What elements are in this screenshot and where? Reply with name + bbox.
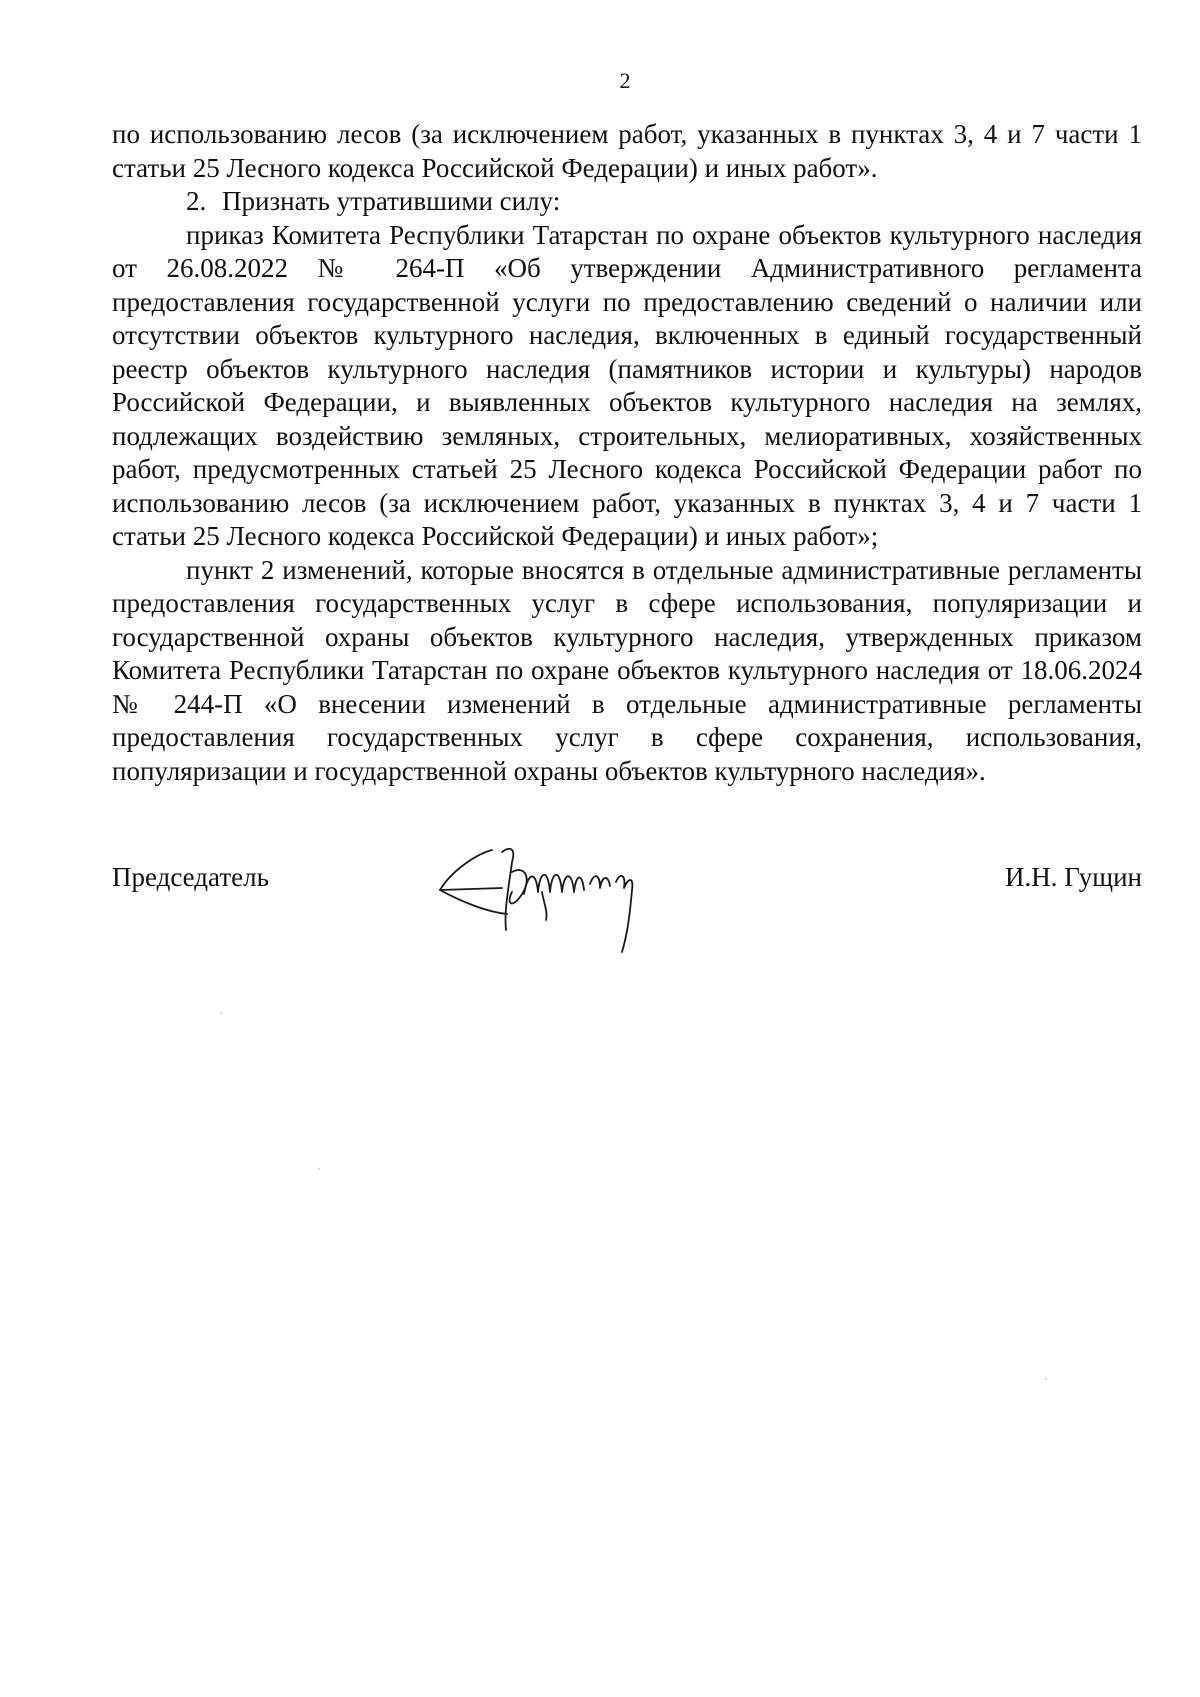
scan-speck (220, 1012, 222, 1014)
numbered-item (112, 185, 1142, 219)
signatory-name: И.Н. Гущин (1004, 862, 1142, 892)
item-text: Признать утратившими силу: (222, 186, 561, 216)
signatory-title: Председатель (112, 862, 269, 892)
scan-speck (1045, 1378, 1047, 1380)
page-number: 2 (619, 68, 631, 93)
paragraph-order-revoked: приказ Комитета Республики Татарстан по охране объектов культурного наследия от 26.08.2022 № 264-П «Об утверждении Административного регламента предоставления государственной услуги по предоставлению сведений о наличии или отсутствии объектов культурного наследия, включенных в единый государственный реестр объектов культурного наследия (памятников истории и культуры) народов Российской Федерации, и выявленных объектов культурного наследия на землях, подлежащих воздействию земляных, строительных, мелиоративных, хозяйственных работ, предусмотренных статьей 25 Лесного кодекса Российской Федерации работ по использованию лесов (за исключением работ, указанных в пунктах 3, 4 и 7 части 1 статьи 25 Лесного кодекса Российской Федерации) и иных работ»; (112, 219, 1142, 551)
document-body (112, 118, 1142, 788)
paragraph-continuation: по использованию лесов (за исключением работ, указанных в пунктах 3, 4 и 7 части 1 статьи 25 Лесного кодекса Российской Федерации) и иных работ». (112, 119, 1142, 183)
paragraph-point-revoked: пункт 2 изменений, которые вносятся в отдельные административные регламенты предоставления государственных услуг в сфере использования, популяризации и государственной охраны объектов культурного наследия, утвержденных приказом Комитета Республики Татарстан по охране объектов культурного наследия от 18.06.2024 № 244-П «О внесении изменений в отдельные административные регламенты предоставления государственных услуг в сфере сохранения, использования, популяризации и государственной охраны объектов культурного наследия». (112, 554, 1142, 786)
signature-block (112, 862, 1142, 1002)
scan-speck (318, 1168, 320, 1170)
item-number: 2. (186, 186, 207, 216)
handwritten-signature (432, 842, 732, 972)
